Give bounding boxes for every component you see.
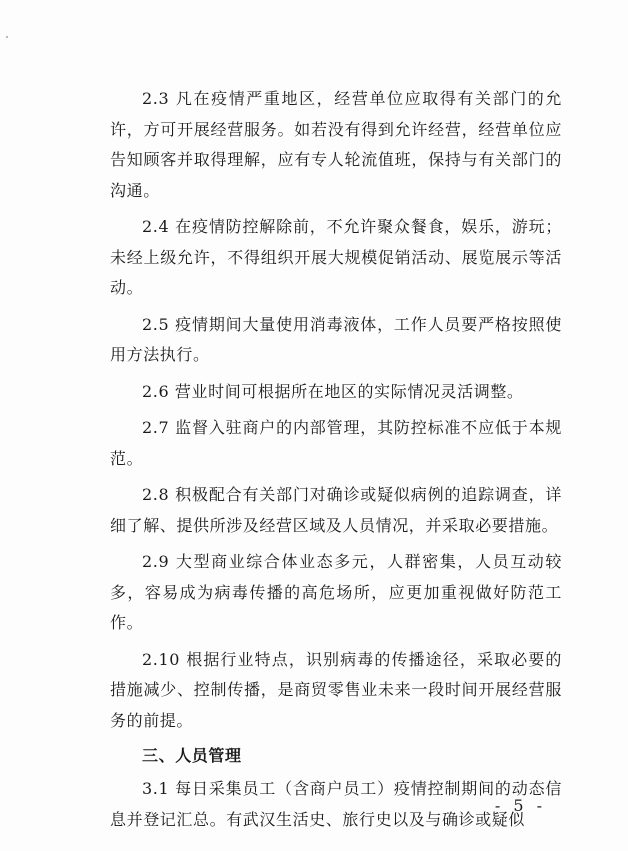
paragraph-2-8: 2.8 积极配合有关部门对确诊或疑似病例的追踪调查，详细了解、提供所涉及经营区域及人员情况，并采取必要措施。 (110, 485, 562, 535)
paragraph-2-4: 2.4 在疫情防控解除前，不允许聚众餐食，娱乐，游玩；未经上级允许，不得组织开展大规模促销活动、展览展示等活动。 (110, 217, 562, 297)
document-body (110, 84, 562, 835)
paragraph-2-9: 2.9 大型商业综合体业态多元，人群密集，人员互动较多，容易成为病毒传播的高危场所，应更加重视做好防范工作。 (110, 552, 562, 632)
paragraph-2-6: 2.6 营业时间可根据所在地区的实际情况灵活调整。 (142, 381, 524, 401)
paragraph-2-10: 2.10 根据行业特点，识别病毒的传播途径，采取必要的措施减少、控制传播，是商贸零售业未来一段时间开展经营服务的前提。 (110, 649, 562, 730)
section-heading: 三、人员管理 (142, 746, 242, 765)
paragraph-2-7: 2.7 监督入驻商户的内部管理，其防控标准不应低于本规范。 (110, 418, 562, 468)
scan-speck (6, 36, 8, 38)
paragraph-3-1: 3.1 每日采集员工（含商户员工）疫情控制期间的动态信息并登记汇总。有武汉生活史、旅行史以及与确诊或疑似 (110, 779, 562, 829)
paragraph-2-5: 2.5 疫情期间大量使用消毒液体，工作人员要严格按照使用方法执行。 (110, 314, 562, 364)
page-number: - 5 - (494, 796, 546, 815)
paragraph-2-3: 2.3 凡在疫情严重地区，经营单位应取得有关部门的允许，方可开展经营服务。如若没有得到允许经营，经营单位应告知顾客并取得理解，应有专人轮流值班，保持与有关部门的沟通。 (110, 89, 562, 200)
